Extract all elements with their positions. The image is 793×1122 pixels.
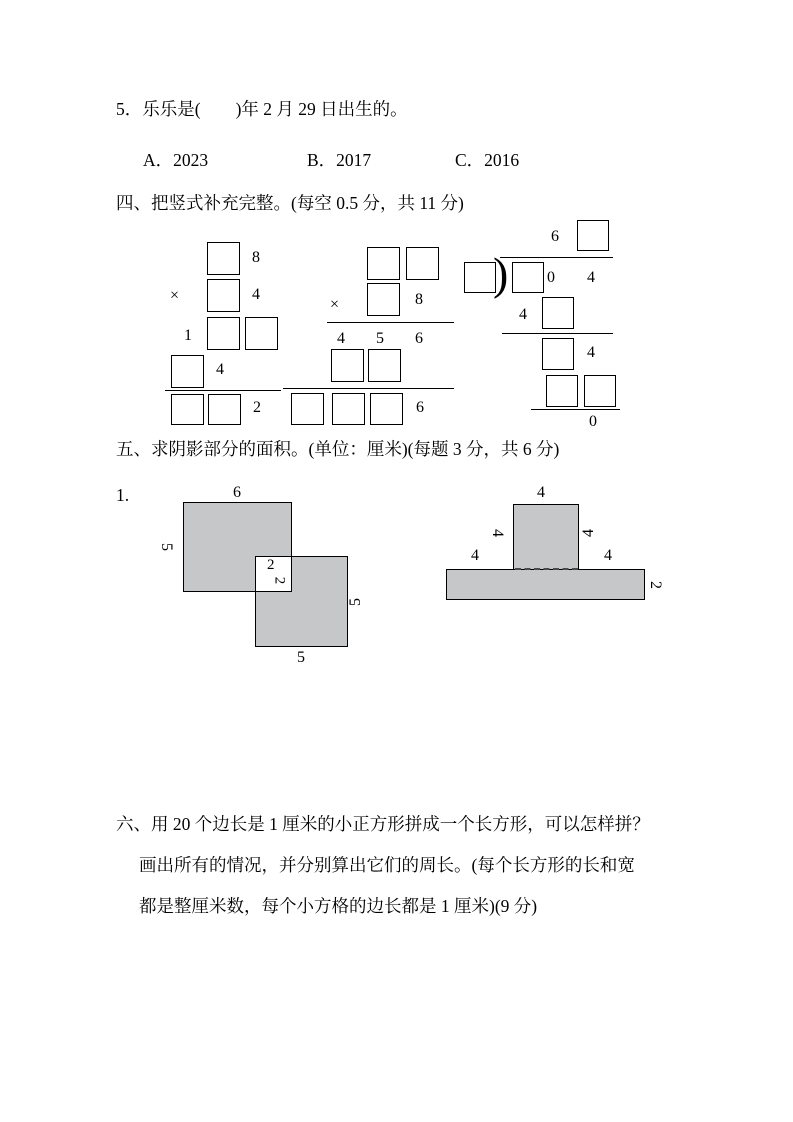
- answer-box: [331, 349, 364, 382]
- digit-label: 2: [271, 576, 288, 585]
- section-6-line-2: 画出所有的情况，并分别算出它们的周长。(每个长方形的长和宽: [139, 855, 635, 875]
- section-4-title: 四、把竖式补充完整。(每空 0.5 分，共 11 分): [116, 193, 464, 213]
- digit-label: 8: [252, 249, 260, 266]
- question-5-option-a: A．2023: [143, 150, 209, 170]
- digit-label: 4: [604, 547, 612, 564]
- answer-box: [332, 393, 365, 425]
- answer-box: [546, 375, 578, 407]
- question-5-option-b: B．2017: [307, 150, 372, 170]
- answer-box: [367, 247, 400, 280]
- answer-box: [584, 375, 616, 407]
- question-5-text: 5．乐乐是( )年 2 月 29 日出生的。: [116, 99, 408, 119]
- rule-line: [531, 409, 620, 410]
- digit-label: ×: [170, 287, 180, 304]
- digit-label: 4: [537, 484, 545, 501]
- answer-box: [542, 297, 574, 329]
- rule-line: [327, 322, 454, 323]
- answer-box: [245, 317, 278, 350]
- answer-box: [207, 242, 240, 275]
- rule-line: [165, 390, 281, 391]
- digit-label: 5: [347, 598, 364, 606]
- rule-line: [283, 388, 454, 389]
- answer-box: [542, 338, 574, 370]
- digit-label: 6: [551, 228, 559, 245]
- section-6-line-1: 六、用 20 个边长是 1 厘米的小正方形拼成一个长方形，可以怎样拼？: [116, 814, 650, 834]
- digit-label: 5: [158, 543, 175, 551]
- bottom-shaded-rect: [446, 569, 645, 600]
- digit-label: 6: [415, 330, 423, 347]
- answer-box: [207, 279, 240, 312]
- answer-box: [171, 355, 204, 388]
- answer-box: [577, 220, 609, 251]
- answer-box: [171, 394, 204, 425]
- junction-dashed-line: [515, 568, 578, 570]
- digit-label: 2: [267, 557, 275, 573]
- digit-label: 6: [416, 399, 424, 416]
- answer-box: [291, 393, 324, 425]
- answer-box: [208, 394, 241, 425]
- digit-label: 4: [587, 344, 595, 361]
- digit-label: 4: [519, 306, 527, 323]
- digit-label: 2: [647, 581, 664, 589]
- digit-label: 4: [580, 529, 597, 537]
- answer-box: [368, 349, 401, 382]
- answer-box: [367, 283, 400, 316]
- digit-label: 4: [489, 529, 506, 537]
- digit-label: ×: [330, 296, 340, 313]
- section-6-line-3: 都是整厘米数，每个小方格的边长都是 1 厘米)(9 分): [139, 896, 538, 916]
- digit-label: 4: [471, 547, 479, 564]
- answer-box: [406, 247, 439, 280]
- digit-label: 5: [376, 330, 384, 347]
- digit-label: 0: [589, 413, 597, 430]
- digit-label: 5: [297, 649, 305, 666]
- answer-box: [512, 262, 544, 293]
- section-5-title: 五、求阴影部分的面积。(单位：厘米)(每题 3 分，共 6 分): [116, 439, 560, 459]
- digit-label: 4: [587, 269, 595, 286]
- digit-label: 4: [337, 330, 345, 347]
- digit-label: 1: [184, 327, 192, 344]
- rule-line: [502, 333, 613, 334]
- answer-box: [370, 393, 403, 425]
- digit-label: 0: [547, 269, 555, 286]
- section-5-item-number: 1.: [116, 485, 130, 505]
- rule-line: [500, 257, 613, 258]
- division-bracket: ): [493, 248, 509, 299]
- digit-label: 6: [233, 484, 241, 501]
- digit-label: 4: [216, 361, 224, 378]
- question-5-option-c: C．2016: [455, 150, 520, 170]
- digit-label: 2: [253, 399, 261, 416]
- answer-box: [207, 317, 240, 350]
- digit-label: 8: [415, 291, 423, 308]
- digit-label: 4: [252, 286, 260, 303]
- top-shaded-square: [513, 504, 579, 570]
- answer-box: [464, 262, 496, 293]
